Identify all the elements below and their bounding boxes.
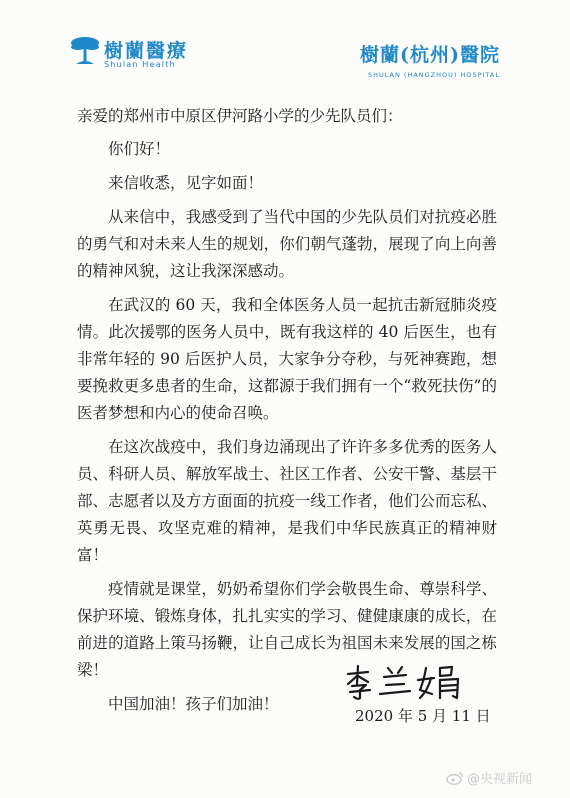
watermark-text: @央视新闻 [466, 772, 532, 787]
right-logo-chinese: 樹蘭(杭州)醫院 [360, 44, 500, 66]
source-watermark [446, 768, 532, 787]
shulan-health-logo [68, 34, 208, 74]
left-logo-english: Shulan Health [104, 60, 176, 69]
paragraph: 你们好！ [108, 140, 171, 158]
paragraph: 中国加油！孩子们加油！ [108, 695, 279, 713]
salutation: 亲爱的郑州市中原区伊河路小学的少先队员们： [77, 107, 403, 125]
letter-date: 2020 年 5 月 11 日 [355, 707, 491, 725]
weibo-icon [446, 771, 464, 785]
paragraph: 在武汉的 60 天，我和全体医务人员一起抗击新冠肺炎疫情。此次援鄂的医务人员中，既有我这样的 40 后医生，也有非常年轻的 90 后医护人员，大家争分夺秒，与死神赛跑，想要挽救更多患者的生命，这都源于我们拥有一个“救死扶伤”的医者梦想和内心的使命召唤。 [77, 296, 497, 422]
paragraph: 从来信中，我感受到了当代中国的少先队员们对抗疫必胜的勇气和对未来人生的规划，你们朝气蓬勃，展现了向上向善的精神风貌，这让我深深感动。 [77, 208, 497, 280]
letter-body [77, 103, 497, 718]
paragraph: 疫情就是课堂，奶奶希望你们学会敬畏生命、尊崇科学、保护环境、锻炼身体，扎扎实实的学习、健健康康的成长，在前进的道路上策马扬鞭，让自己成长为祖国未来发展的国之栋梁！ [77, 580, 497, 679]
right-logo-english: SHULAN (HANGZHOU) HOSPITAL [367, 71, 500, 79]
shulan-hangzhou-hospital-logo [360, 40, 500, 79]
handwritten-signature [340, 660, 470, 702]
left-logo-chinese: 樹蘭醫療 [104, 40, 189, 62]
paragraph: 来信收悉，见字如面！ [108, 174, 264, 192]
paragraph: 在这次战疫中，我们身边涌现出了许许多多优秀的医务人员、科研人员、解放军战士、社区工作者、公安干警、基层干部、志愿者以及方方面面的抗疫一线工作者，他们公而忘私、英勇无畏、攻坚克难的精神，是我们中华民族真正的精神财富！ [77, 438, 497, 564]
tree-icon [68, 34, 102, 68]
